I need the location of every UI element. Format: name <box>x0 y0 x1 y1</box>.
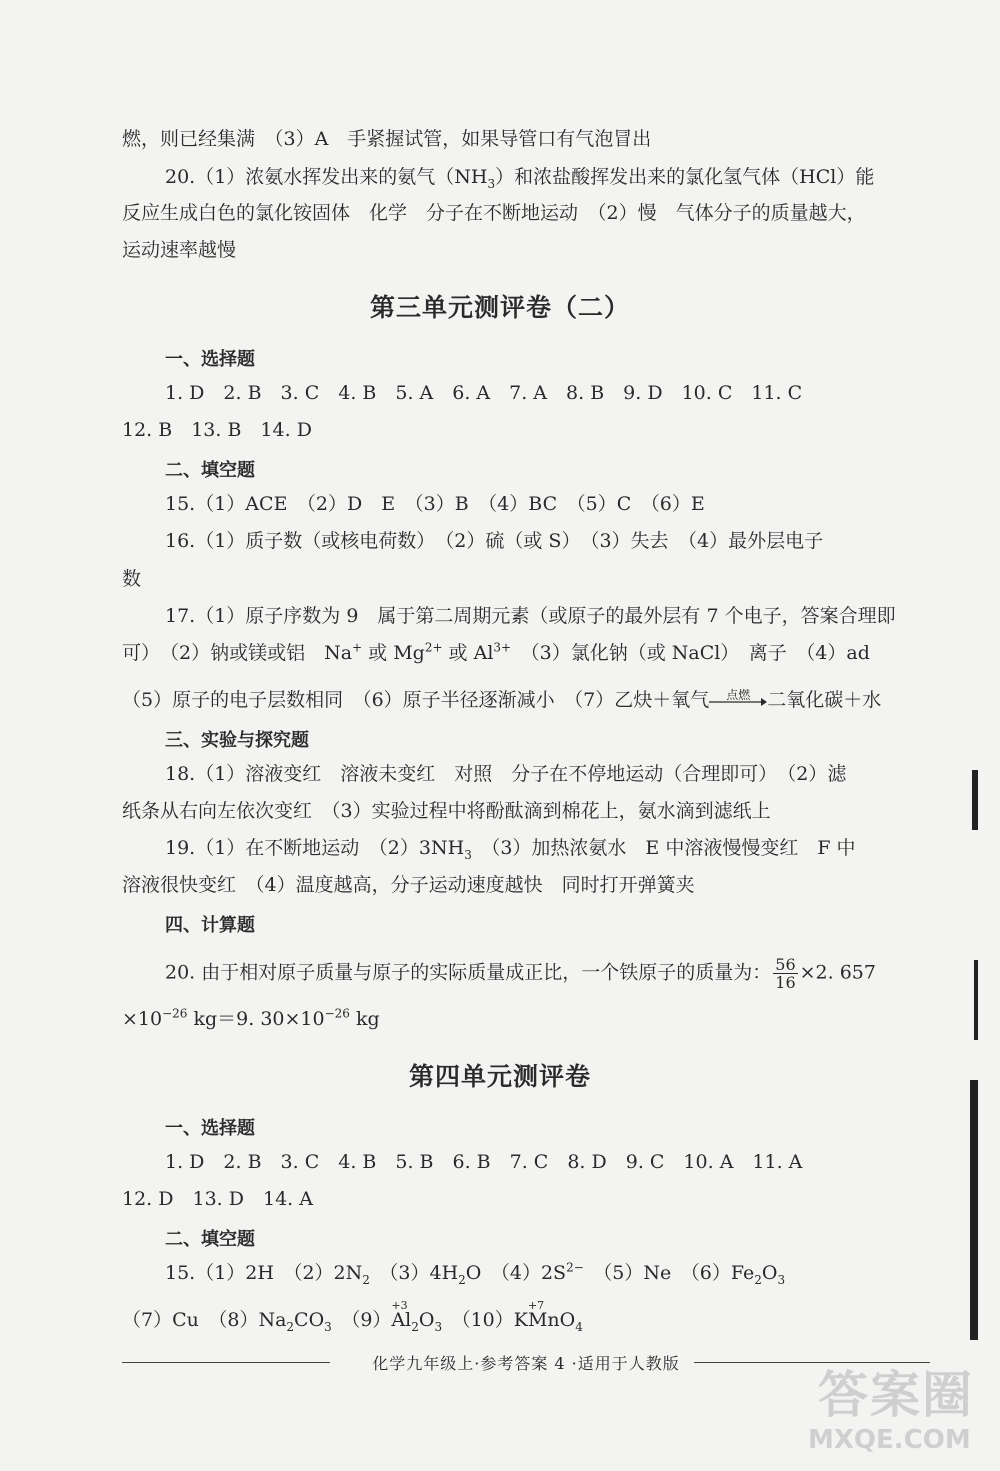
watermark-url: MXQE.COM <box>808 1425 971 1455</box>
text: 二氧化碳＋水 <box>767 689 882 711</box>
text: 或 Al <box>442 642 494 664</box>
subscript: 2 <box>362 1272 370 1287</box>
answer-line <box>122 1299 1000 1334</box>
superscript: −26 <box>324 1006 350 1021</box>
arrow-icon <box>709 698 767 706</box>
text: CO <box>294 1309 325 1331</box>
text: O <box>418 1309 435 1331</box>
answer-line: 12. D 13. D 14. A <box>122 1188 313 1210</box>
text: 20. 由于相对原子质量与原子的实际质量成正比，一个铁原子的质量为： <box>165 961 772 984</box>
subscript: 3 <box>777 1272 786 1287</box>
answer-line: 12. B 13. B 14. D <box>122 419 312 441</box>
subscript: 2 <box>286 1319 295 1334</box>
subsection-heading: 一、选择题 <box>165 1118 255 1139</box>
answer-line: 燃，则已经集满 （3）A 手紧握试管，如果导管口有气泡冒出 <box>122 128 652 150</box>
text: 20.（1）浓氨水挥发出来的氨气（NH <box>165 166 488 188</box>
element-symbol: Al <box>391 1309 412 1331</box>
answer-line <box>165 835 1000 861</box>
text: kg <box>349 1008 380 1030</box>
subscript: 2 <box>458 1272 466 1287</box>
text: ×10 <box>122 1008 163 1030</box>
superscript: + <box>352 640 363 655</box>
answer-line: 反应生成白色的氯化铵固体 化学 分子在不断地运动 （2）慢 气体分子的质量越大， <box>122 202 866 224</box>
subsection-heading: 一、选择题 <box>165 349 255 370</box>
answer-line: 1. D 2. B 3. C 4. B 5. A 6. A 7. A 8. B 9. D 10. C 11. C <box>165 382 803 404</box>
text: （3）加热浓氨水 E 中溶液慢慢变红 F 中 <box>471 837 856 859</box>
denominator: 16 <box>775 973 796 992</box>
subsection-heading: 二、填空题 <box>165 460 255 481</box>
text: O <box>559 1309 576 1331</box>
text: （9） <box>331 1309 392 1331</box>
answer-line <box>122 687 1000 714</box>
section-title: 第四单元测评卷 <box>408 1062 591 1091</box>
superscript: 2− <box>566 1260 584 1275</box>
valence-label: +7 <box>527 1299 545 1312</box>
scan-edge-mark <box>970 1080 978 1340</box>
text: ×2. 657 <box>799 961 876 984</box>
subscript: 3 <box>434 1319 443 1334</box>
element-symbol: Mn <box>527 1309 560 1331</box>
answer-line <box>122 640 1000 666</box>
answer-line: 16.（1）质子数（或核电荷数） （2）硫（或 S） （3）失去 （4）最外层电子 <box>165 530 824 552</box>
valence-element <box>391 1299 412 1333</box>
valence-element <box>527 1299 560 1333</box>
text: kg＝9. 30×10 <box>187 1008 325 1030</box>
text: （7）Cu （8）Na <box>122 1309 287 1331</box>
answer-line <box>165 1260 1000 1286</box>
answer-line: 18.（1）溶液变红 溶液未变红 对照 分子在不停地运动（合理即可） （2）滤 <box>165 763 847 785</box>
reaction-arrow <box>709 688 767 714</box>
text: （10）K <box>442 1309 528 1331</box>
subsection-heading: 四、计算题 <box>165 915 255 936</box>
text: 19.（1）在不断地运动 （2）3NH <box>165 837 465 859</box>
answer-line: 运动速率越慢 <box>122 239 237 261</box>
superscript: 3+ <box>493 640 512 655</box>
text: 15.（1）2H （2）2N <box>165 1262 363 1284</box>
footer-divider <box>122 1362 330 1363</box>
answer-line: 纸条从右向左依次变红 （3）实验过程中将酚酞滴到棉花上，氨水滴到滤纸上 <box>122 800 771 822</box>
answer-line: 15.（1）ACE （2）D E （3）B （4）BC （5）C （6）E <box>165 493 705 515</box>
subsection-heading: 二、填空题 <box>165 1229 255 1250</box>
subscript: 2 <box>411 1319 419 1334</box>
watermark-logo <box>808 1355 978 1465</box>
section-title: 第三单元测评卷（二） <box>369 293 630 322</box>
answer-line <box>165 956 1000 991</box>
superscript: −26 <box>162 1006 188 1021</box>
answer-line: 1. D 2. B 3. C 4. B 5. B 6. B 7. C 8. D 9. C 10. A 11. A <box>165 1151 803 1173</box>
numerator: 56 <box>775 955 796 974</box>
text: （5）Ne （6）Fe <box>583 1262 755 1284</box>
reaction-condition: 点燃 <box>726 688 751 702</box>
text: O <box>761 1262 778 1284</box>
subscript: 2 <box>754 1272 762 1287</box>
text: O （4）2S <box>465 1262 567 1284</box>
subsection-heading: 三、实验与探究题 <box>165 730 309 751</box>
answer-line <box>165 164 1000 190</box>
subscript: 3 <box>324 1319 332 1334</box>
text: 可） （2）钠或镁或铝 Na <box>122 642 353 664</box>
superscript: 2+ <box>424 640 443 655</box>
answer-line <box>122 1006 1000 1032</box>
valence-label: +3 <box>391 1299 408 1312</box>
subscript: 3 <box>464 847 472 862</box>
answer-line: 17.（1）原子序数为 9 属于第二周期元素（或原子的最外层有 7 个电子，答案合理即 <box>165 605 896 627</box>
text: ）和浓盐酸挥发出来的氯化氢气体（HCl）能 <box>495 166 875 188</box>
scan-edge-mark <box>974 960 978 1040</box>
text: （5）原子的电子层数相同 （6）原子半径逐渐减小 （7）乙炔＋氧气 <box>122 689 710 711</box>
watermark-text: 答案圈 <box>818 1366 974 1424</box>
text: （3）4H <box>369 1262 459 1284</box>
answer-line: 溶液很快变红 （4）温度越高，分子运动速度越快 同时打开弹簧夹 <box>122 874 695 896</box>
fraction <box>773 956 797 991</box>
text: 或 Mg <box>362 642 425 664</box>
subscript: 3 <box>487 176 496 191</box>
answer-line: 数 <box>122 568 142 590</box>
text: （3）氯化钠（或 NaCl） 离子 （4）ad <box>511 642 870 664</box>
footer-text: 化学九年级上·参考答案 4 ·适用于人教版 <box>372 1354 680 1373</box>
scan-edge-mark <box>972 770 978 830</box>
subscript: 4 <box>575 1319 583 1334</box>
